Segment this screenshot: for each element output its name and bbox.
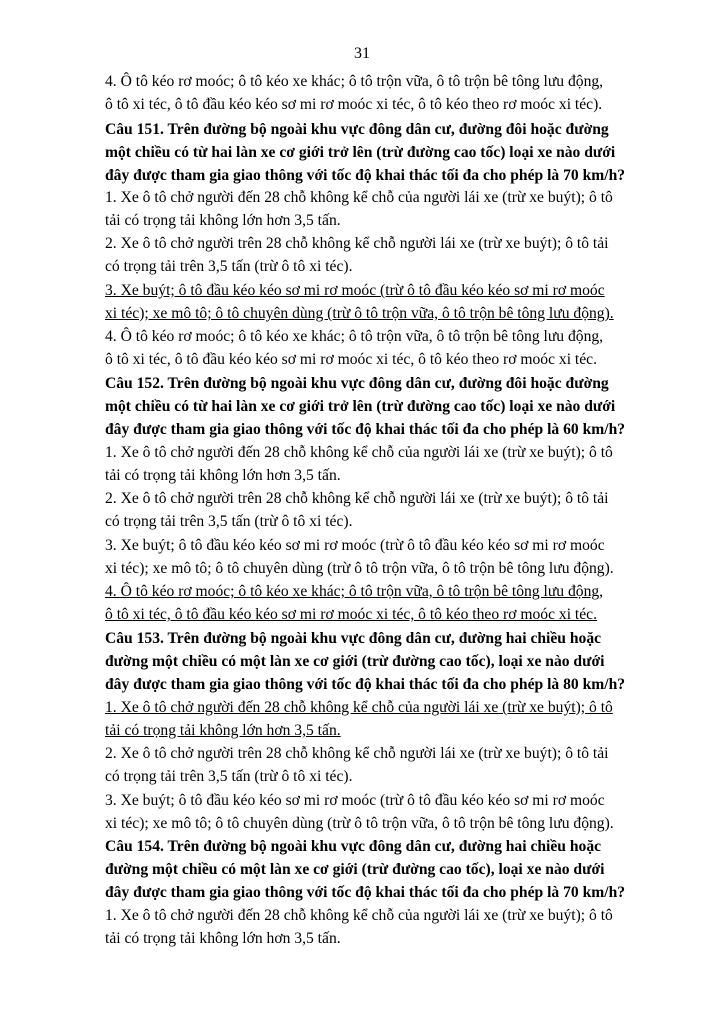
text-line: 2. Xe ô tô chở người trên 28 chỗ không kể chỗ người lái xe (trừ xe buýt); ô tô tải	[105, 235, 609, 252]
text-line: một chiều có từ hai làn xe cơ giới trở lên (trừ đường cao tốc) loại xe nào dưới	[105, 144, 616, 161]
text-line: 4. Ô tô kéo rơ moóc; ô tô kéo xe khác; ô tô trộn vữa, ô tô trộn bê tông lưu động,	[105, 328, 604, 345]
text-line: 1. Xe ô tô chở người đến 28 chỗ không kể chỗ của người lái xe (trừ xe buýt); ô tô	[105, 189, 613, 206]
text-line: có trọng tải trên 3,5 tấn (trừ ô tô xi téc).	[105, 513, 353, 530]
page-number: 31	[354, 45, 370, 62]
text-line: Câu 151. Trên đường bộ ngoài khu vực đông dân cư, đường đôi hoặc đường	[105, 121, 609, 138]
answer-option-correct	[105, 580, 656, 626]
text-line: xi téc); xe mô tô; ô tô chuyên dùng (trừ ô tô trộn vữa, ô tô trộn bê tông lưu động).	[105, 815, 614, 832]
text-line: tải có trọng tải không lớn hơn 3,5 tấn.	[105, 722, 341, 739]
text-line: đây được tham gia giao thông với tốc độ khai thác tối đa cho phép là 70 km/h?	[105, 884, 626, 901]
text-line: có trọng tải trên 3,5 tấn (trừ ô tô xi téc).	[105, 258, 353, 275]
answer-option	[105, 534, 656, 580]
text-line: 1. Xe ô tô chở người đến 28 chỗ không kể chỗ của người lái xe (trừ xe buýt); ô tô	[105, 907, 613, 924]
text-line: tải có trọng tải không lớn hơn 3,5 tấn.	[105, 212, 341, 229]
text-line: 3. Xe buýt; ô tô đầu kéo kéo sơ mi rơ moóc (trừ ô tô đầu kéo kéo sơ mi rơ moóc	[105, 792, 605, 809]
text-line: đường một chiều có một làn xe cơ giới (trừ đường cao tốc), loại xe nào dưới	[105, 653, 605, 670]
text-line: 3. Xe buýt; ô tô đầu kéo kéo sơ mi rơ moóc (trừ ô tô đầu kéo kéo sơ mi rơ moóc	[105, 537, 605, 554]
text-line: Câu 152. Trên đường bộ ngoài khu vực đông dân cư, đường đôi hoặc đường	[105, 375, 609, 392]
question	[105, 372, 656, 441]
text-line: 1. Xe ô tô chở người đến 28 chỗ không kể chỗ của người lái xe (trừ xe buýt); ô tô	[105, 699, 613, 716]
answer-option-correct	[105, 696, 656, 742]
answer-option	[105, 742, 656, 788]
answer-option	[105, 487, 656, 533]
text-line: 2. Xe ô tô chở người trên 28 chỗ không kể chỗ người lái xe (trừ xe buýt); ô tô tải	[105, 490, 609, 507]
answer-option	[105, 904, 656, 950]
answer-option	[105, 186, 656, 232]
text-line: 3. Xe buýt; ô tô đầu kéo kéo sơ mi rơ moóc (trừ ô tô đầu kéo kéo sơ mi rơ moóc	[105, 282, 605, 299]
question	[105, 627, 656, 696]
text-line: 4. Ô tô kéo rơ moóc; ô tô kéo xe khác; ô tô trộn vữa, ô tô trộn bê tông lưu động,	[105, 583, 604, 600]
text-line: Câu 154. Trên đường bộ ngoài khu vực đông dân cư, đường hai chiều hoặc	[105, 838, 602, 855]
text-line: tải có trọng tải không lớn hơn 3,5 tấn.	[105, 467, 341, 484]
text-line: một chiều có từ hai làn xe cơ giới trở lên (trừ đường cao tốc) loại xe nào dưới	[105, 398, 616, 415]
answer-option-correct	[105, 279, 656, 325]
text-line: đây được tham gia giao thông với tốc độ khai thác tối đa cho phép là 60 km/h?	[105, 421, 626, 438]
question	[105, 118, 656, 187]
text-line: 2. Xe ô tô chở người trên 28 chỗ không kể chỗ người lái xe (trừ xe buýt); ô tô tải	[105, 745, 609, 762]
text-line: xi téc); xe mô tô; ô tô chuyên dùng (trừ ô tô trộn vữa, ô tô trộn bê tông lưu động).	[105, 560, 614, 577]
answer-option	[105, 441, 656, 487]
answer-option	[105, 70, 656, 116]
question	[105, 835, 656, 904]
text-line: đây được tham gia giao thông với tốc độ khai thác tối đa cho phép là 70 km/h?	[105, 167, 626, 184]
answer-option	[105, 789, 656, 835]
answer-option	[105, 325, 656, 371]
text-line: Câu 153. Trên đường bộ ngoài khu vực đông dân cư, đường hai chiều hoặc	[105, 630, 602, 647]
text-line: đường một chiều có một làn xe cơ giới (trừ đường cao tốc), loại xe nào dưới	[105, 861, 605, 878]
text-line: tải có trọng tải không lớn hơn 3,5 tấn.	[105, 930, 341, 947]
text-line: ô tô xi téc, ô tô đầu kéo kéo sơ mi rơ moóc xi téc, ô tô kéo theo rơ moóc xi téc).	[105, 96, 603, 113]
text-line: đây được tham gia giao thông với tốc độ khai thác tối đa cho phép là 80 km/h?	[105, 676, 626, 693]
text-line: xi téc); xe mô tô; ô tô chuyên dùng (trừ ô tô trộn vữa, ô tô trộn bê tông lưu động).	[105, 305, 614, 322]
text-line: 4. Ô tô kéo rơ moóc; ô tô kéo xe khác; ô tô trộn vữa, ô tô trộn bê tông lưu động,	[105, 73, 604, 90]
text-line: có trọng tải trên 3,5 tấn (trừ ô tô xi téc).	[105, 768, 353, 785]
answer-option	[105, 232, 656, 278]
text-line: ô tô xi téc, ô tô đầu kéo kéo sơ mi rơ moóc xi téc, ô tô kéo theo rơ moóc xi téc.	[105, 351, 598, 368]
text-line: ô tô xi téc, ô tô đầu kéo kéo sơ mi rơ moóc xi téc, ô tô kéo theo rơ moóc xi téc.	[105, 606, 598, 623]
text-line: 1. Xe ô tô chở người đến 28 chỗ không kể chỗ của người lái xe (trừ xe buýt); ô tô	[105, 444, 613, 461]
